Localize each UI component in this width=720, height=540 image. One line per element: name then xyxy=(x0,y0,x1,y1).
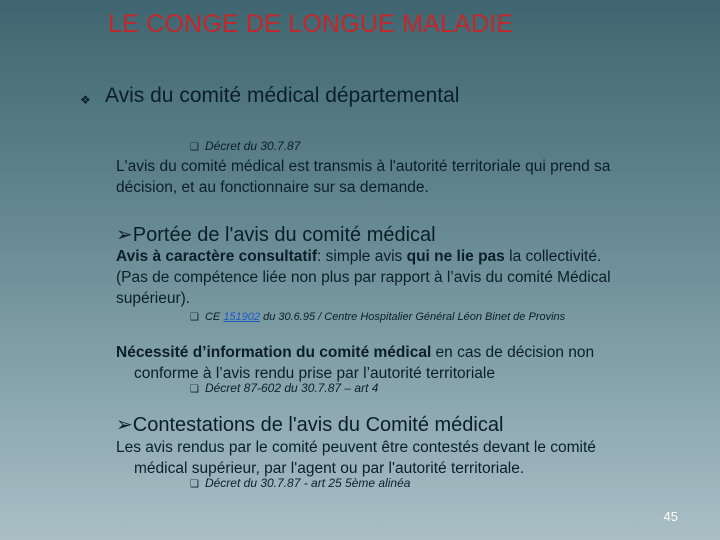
section-heading-portee xyxy=(116,222,436,247)
paragraph-line xyxy=(116,342,594,363)
reference-decret-3 xyxy=(190,476,410,490)
reference-decret-2 xyxy=(190,381,378,395)
square-bullet-icon: ❑ xyxy=(190,142,199,153)
bold-ne-lie-pas: qui ne lie pas xyxy=(406,248,505,265)
paragraph-line: médical supérieur, par l'agent ou par l'autorité territoriale. xyxy=(134,460,525,477)
reference-ce xyxy=(190,311,565,323)
paragraph-transmission xyxy=(116,156,610,198)
text-fragment: : simple avis xyxy=(317,248,407,265)
arrow-bullet-icon: ➢ xyxy=(116,414,133,436)
paragraph-line: (Pas de compétence liée non plus par rapport à l’avis du comité Médical xyxy=(116,269,611,286)
page-number: 45 xyxy=(663,509,678,524)
slide-title: LE CONGE DE LONGUE MALADIE xyxy=(108,10,514,38)
reference-decret-2-text: Décret 87-602 du 30.7.87 – art 4 xyxy=(204,381,379,395)
section-heading-contestations xyxy=(116,412,503,437)
reference-decret-1-text: Décret du 30.7.87 xyxy=(204,139,301,153)
paragraph-portee xyxy=(116,246,611,309)
bold-necessite: Nécessité d’information du comité médical xyxy=(116,344,432,361)
bold-consultatif: Avis à caractère consultatif xyxy=(116,248,318,265)
square-bullet-icon: ❑ xyxy=(190,384,199,395)
square-bullet-icon: ❑ xyxy=(190,312,199,323)
paragraph-line: décision, et au fonctionnaire sur sa demande. xyxy=(116,179,429,196)
paragraph-line xyxy=(116,246,611,267)
paragraph-line: L'avis du comité médical est transmis à l'autorité territoriale qui prend sa xyxy=(116,158,611,175)
reference-ce-suffix: du 30.6.95 / Centre Hospitalier Général Léon Binet de Provins xyxy=(260,311,566,323)
reference-decret-1 xyxy=(190,139,300,153)
arrow-bullet-icon: ➢ xyxy=(116,224,133,246)
text-fragment: la collectivité. xyxy=(504,248,602,265)
reference-decret-3-text: Décret du 30.7.87 - art 25 5ème alinéa xyxy=(204,476,411,490)
section-heading-avis: Avis du comité médical départemental xyxy=(105,84,460,107)
paragraph-information xyxy=(116,342,594,384)
paragraph-line: supérieur). xyxy=(116,290,191,307)
case-link-151902[interactable]: 151902 xyxy=(223,311,261,323)
section-heading-portee-text: Portée de l'avis du comité médical xyxy=(132,224,436,246)
paragraph-contestations xyxy=(116,437,596,479)
reference-ce-prefix: CE xyxy=(204,311,224,323)
text-fragment: en cas de décision non xyxy=(431,344,595,361)
square-bullet-icon: ❑ xyxy=(190,479,199,490)
section-heading-contestations-text: Contestations de l'avis du Comité médical xyxy=(132,414,504,436)
paragraph-line: conforme à l’avis rendu prise par l’autorité territoriale xyxy=(134,365,495,382)
diamond-bullet-icon: ❖ xyxy=(80,93,91,107)
paragraph-line: Les avis rendus par le comité peuvent être contestés devant le comité xyxy=(116,439,596,456)
